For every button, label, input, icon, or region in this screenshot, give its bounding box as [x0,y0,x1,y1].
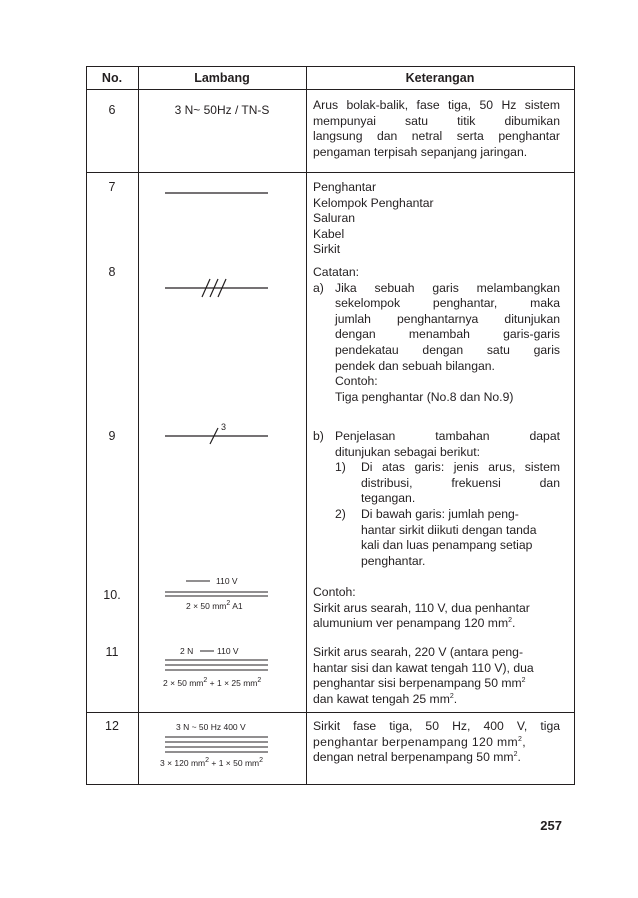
row12-system-label: 3 N ~ 50 Hz 400 V [176,722,246,732]
row9-number: 9 [108,429,116,443]
row8-prefix: a) [313,280,324,295]
page-number: 257 [540,818,562,833]
row10-line-1: Contoh: [313,585,356,599]
row12-number: 12 [105,719,119,733]
row8-line-3: sekelompok penghantar, maka [335,296,560,311]
row11-line-3: penghantar sisi berpenampang 50 $mm^2$ [313,676,526,691]
row7-line-4: Kabel [313,226,345,241]
row8-line-7: pendek dan sebuah bilangan. [335,358,495,373]
row7-line-1: Penghantar [313,180,377,194]
row8-line-2: a) Jika sebuah garis melambangkan [313,280,560,295]
row9-item1-line-1: 1) Di atas garis: jenis arus, sistem [335,460,560,475]
row10-voltage-label: 110 V [216,576,238,586]
row11-neutral-label: 2 N [180,646,194,656]
row6-number: 6 [108,103,116,117]
row9-symbol-number: 3 [221,422,227,432]
row10-line-2: Sirkit arus searah, 110 V, dua penhantar [313,600,530,615]
row6-line-3: langsung dan netral serta penghantar [313,129,560,144]
row11-line-2: hantar sisi dan kawat tengah 110 V), dua [313,660,534,675]
row9-item1-line-3: tegangan. [361,491,416,506]
row12-line-1: Sirkit fase tiga, 50 Hz, 400 V, tiga [313,719,560,733]
row6-symbol: 3 N~ 50Hz / TN-S [174,103,270,117]
row7-line-5: Sirkit [313,242,341,257]
row11-line-1: Sirkit arus searah, 220 V (antara peng- [313,645,524,659]
row10-number: 10. [103,588,121,602]
row9-item2-line-1: 2) Di bawah garis: jumlah peng- [335,506,519,521]
row9-prefix: b) [313,429,324,443]
header-lambang: Lambang [194,70,250,85]
row9-item1-prefix: 1) [335,460,346,475]
header-keterangan: Keterangan [405,70,475,85]
row8-line-5: dengan menambah garis-garis [335,327,560,342]
row9-item2-prefix: 2) [335,506,346,521]
header-no: No. [101,70,123,85]
row7-line-2: Kelompok Penghantar [313,195,434,210]
row11-voltage-label: 110 V [217,646,239,656]
row9-line-2: ditunjukan sebagai berikut: [335,444,480,459]
row11-number: 11 [105,645,119,659]
row8-line-8: Contoh: [335,374,378,389]
row9-item1-line-2: distribusi, frekuensi dan [361,475,560,490]
row10-line-3: alumunium ver penampang 120 $mm^2$. [313,616,516,631]
row8-line-6: pendekatau dengan satu garis [335,342,560,357]
row9-item2-line-2: hantar sirkit diikuti dengan tanda [361,522,537,537]
row12-line-2: penghantar berpenampang 120 $mm^2$, [313,734,526,749]
row7-number: 7 [108,180,116,194]
row6-line-2: mempunyai satu titik dibumikan [313,113,560,128]
row9-item2-line-4: penghantar. [361,553,426,568]
row11-cross-section-label: 2 × 50 $mm^2 + 1 \times 25$ $mm^2$ [163,677,262,688]
row9-line-1: b) Penjelasan tambahan dapat [313,429,560,443]
row8-line-9: Tiga penghantar (No.8 dan No.9) [335,389,514,404]
row12-cross-section-label: 3 × 120 $mm^2 + 1 \times 50$ $mm^2$ [160,757,264,768]
row11-line-4: dan kawat tengah 25 $mm^2$. [313,691,458,706]
row7-line-3: Saluran [313,211,356,226]
row6-line-4: pengaman terpisah sepanjang jaringan. [313,144,528,159]
row6-line-1: Arus bolak-balik, fase tiga, 50 Hz sistem [313,98,560,112]
row8-line-4: jumlah penghantarnya ditunjukan [335,311,560,326]
row8-number: 8 [108,265,116,279]
row9-item2-line-3: kali dan luas penampang setiap [361,538,533,553]
row10-cross-section-label: 2 × 50 $mm^2$ A1 [186,600,243,611]
row12-description [313,719,560,766]
row12-line-3: dengan netral berpenampang 50 $mm^2$. [313,750,521,765]
row8-line-1: Catatan: [313,265,360,279]
